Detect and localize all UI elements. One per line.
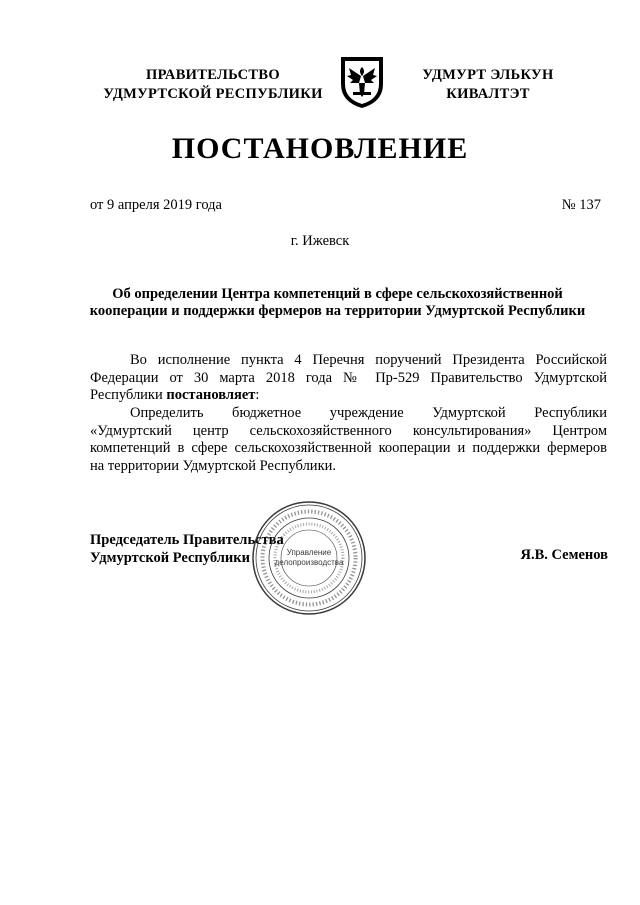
resolution-keyword: постановляет [166, 387, 256, 403]
government-name-right [398, 66, 578, 104]
stamp-text-line1: Управление [286, 548, 332, 557]
body-paragraph-2-line4: на территории Удмуртской Республики. [90, 457, 336, 474]
body-paragraph-1-line1: Во исполнение пункта 4 Перечня поручений Президента Российской [130, 352, 607, 368]
body-paragraph-1-line3-prefix: Республики [90, 387, 167, 403]
body-paragraph-2-line1: Определить бюджетное учреждение Удмуртской Республики [130, 405, 607, 421]
government-name-right-line2: КИВАЛТЭТ [446, 86, 530, 102]
stamp-text-line2: делопроизводства [274, 558, 344, 567]
document-title-line2: кооперации и поддержки фермеров на территории Удмуртской Республики [89, 303, 586, 319]
signatory-title-line1: Председатель Правительства [90, 532, 284, 548]
government-name-right-line1: УДМУРТ ЭЛЬКУН [422, 67, 554, 83]
document-title [60, 286, 615, 320]
body-paragraph-1 [90, 352, 607, 405]
signatory-name: Я.В. Семенов [520, 547, 608, 563]
government-name-left [78, 66, 348, 104]
document-type: ПОСТАНОВЛЕНИЕ [171, 132, 469, 165]
document-date: от 9 апреля 2019 года [90, 197, 222, 213]
government-name-left-line2: УДМУРТСКОЙ РЕСПУБЛИКИ [103, 86, 323, 102]
body-paragraph-1-line3 [90, 387, 607, 405]
body-paragraph-2-line2: «Удмуртский центр сельскохозяйственного консультирования» Центром [90, 422, 607, 439]
document-number: № 137 [561, 197, 601, 213]
government-name-left-line1: ПРАВИТЕЛЬСТВО [146, 67, 280, 83]
document-title-line1: Об определении Центра компетенций в сфере сельскохозяйственной [112, 286, 563, 302]
official-stamp [251, 500, 367, 616]
body-paragraph-2 [90, 405, 607, 475]
coat-of-arms-icon [337, 54, 387, 110]
document-city: г. Ижевск [290, 233, 350, 249]
body-paragraph-2-line3: компетенций в сфере сельскохозяйственной кооперации и поддержки фермеров [90, 440, 607, 456]
signatory-title-line2: Удмуртской Республики [90, 550, 250, 566]
body-paragraph-1-line3-suffix: : [255, 387, 260, 403]
body-paragraph-1-line2: Федерации от 30 марта 2018 года № Пр-529 Правительство Удмуртской [90, 369, 607, 386]
